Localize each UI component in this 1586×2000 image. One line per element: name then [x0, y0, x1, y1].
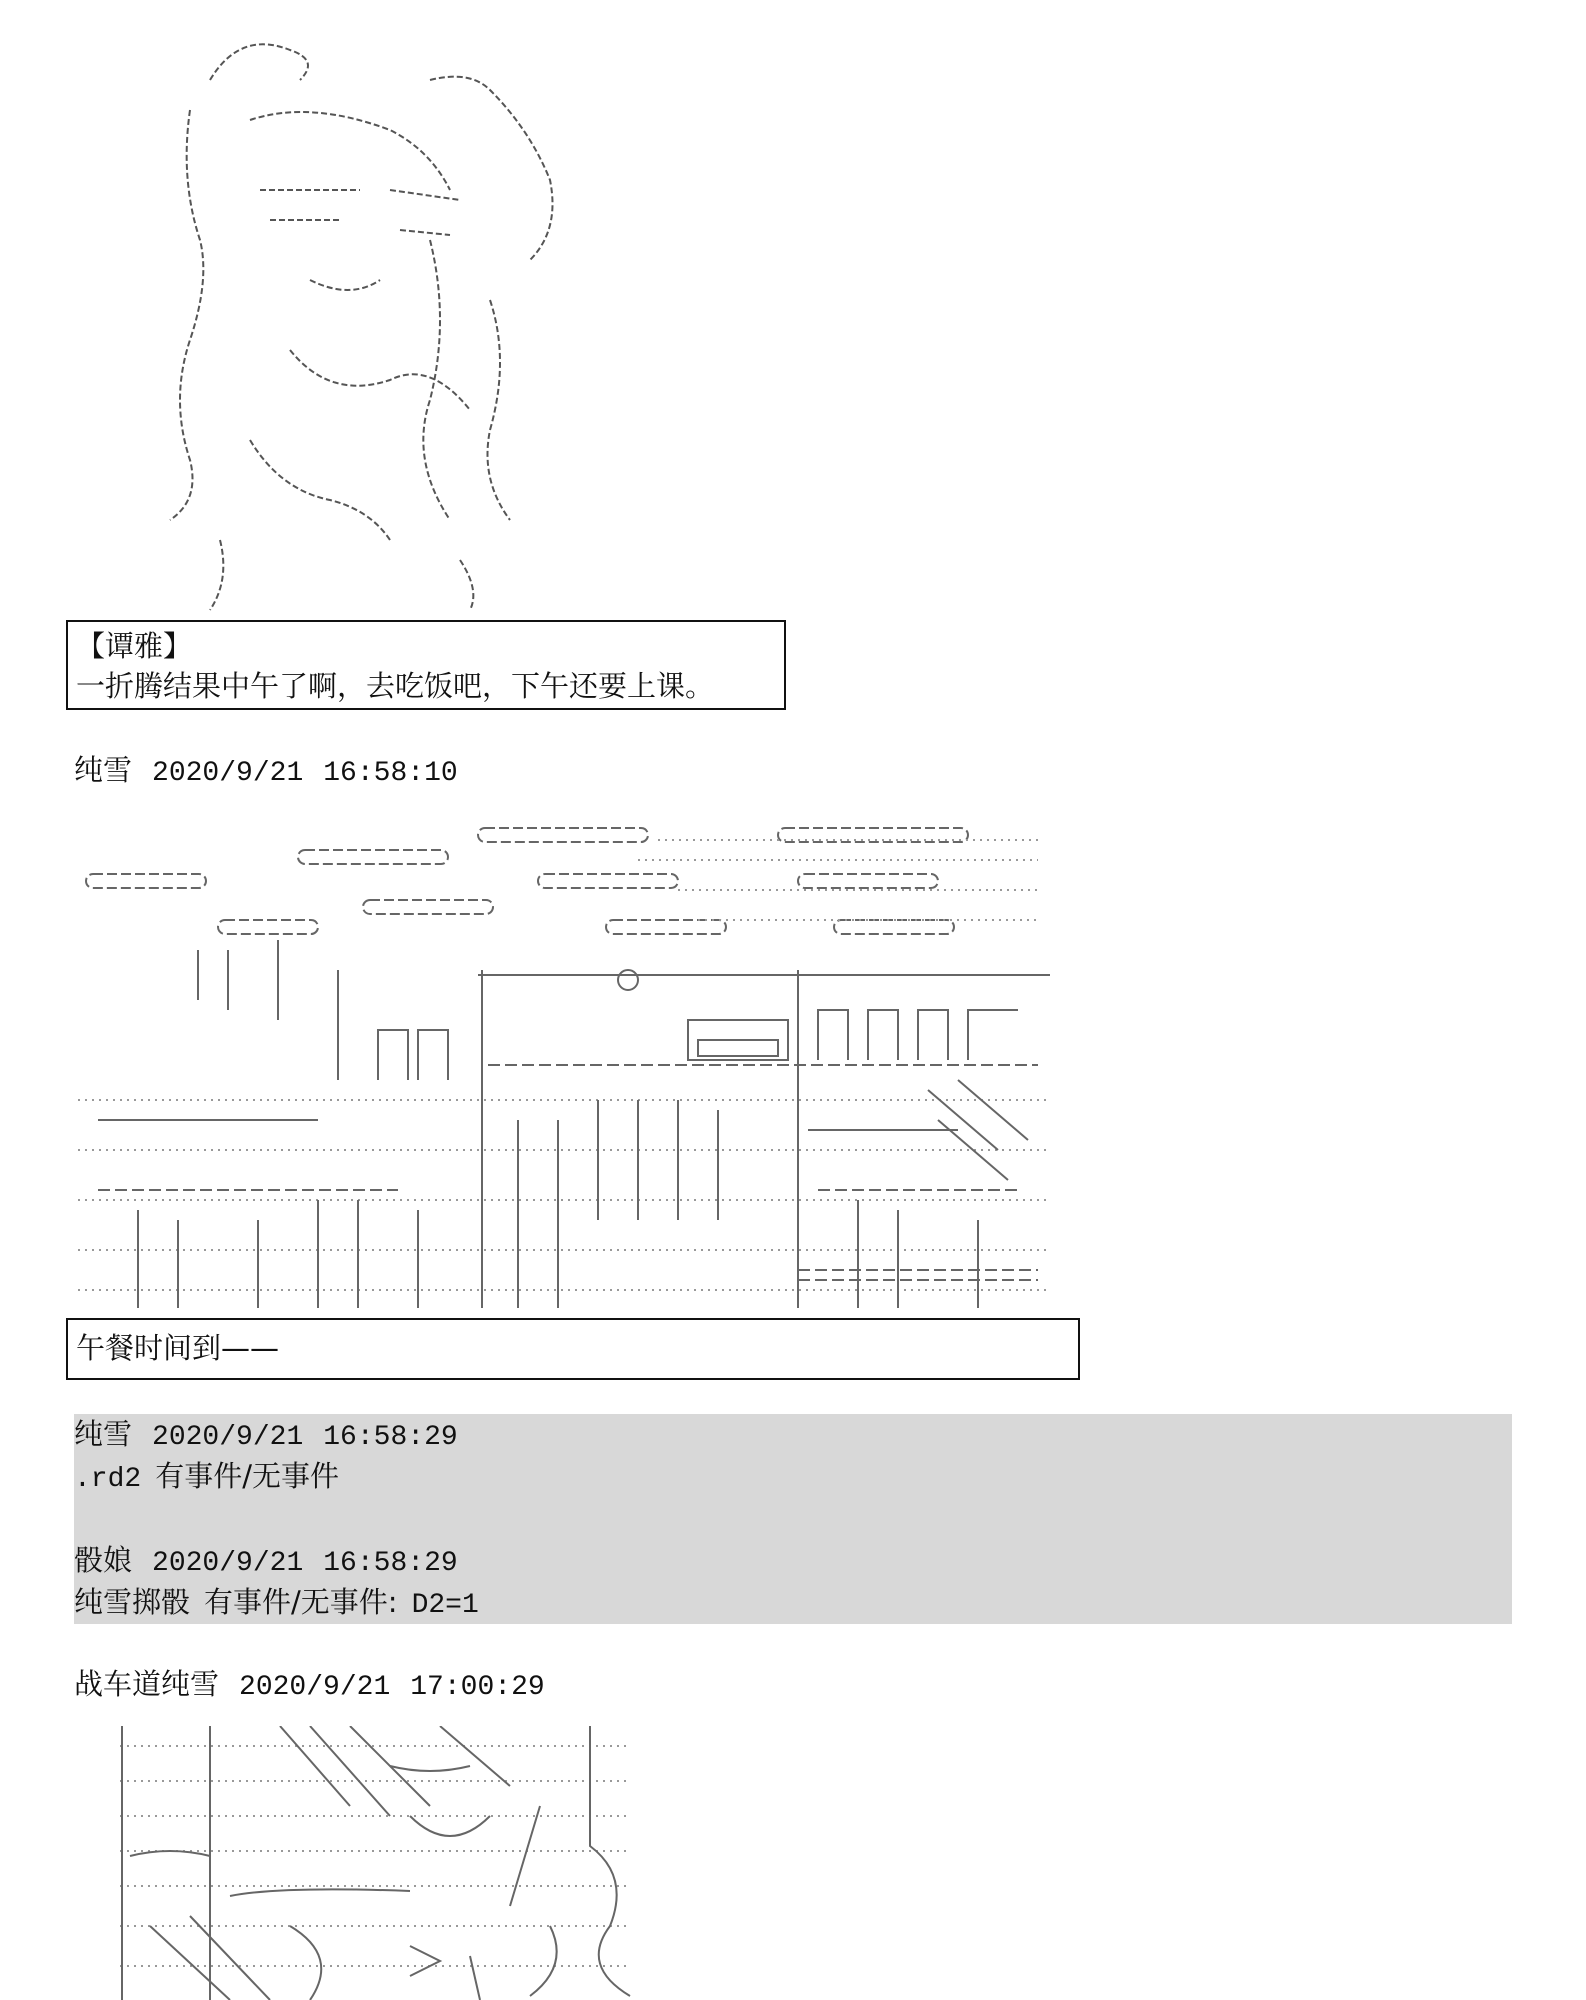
poster-name: 纯雪: [74, 1417, 133, 1451]
post-date: 2020/9/21: [152, 1548, 304, 1579]
post-time: 16:58:29: [323, 1548, 458, 1579]
post-date: 2020/9/21: [239, 1672, 391, 1703]
dice-result-prefix: 纯雪掷骰: [74, 1585, 191, 1619]
post-time: 16:58:10: [323, 758, 458, 789]
post-time: 17:00:29: [410, 1672, 545, 1703]
dice-result-line: [74, 1582, 479, 1626]
post-time: 16:58:29: [323, 1422, 458, 1453]
dice-command: .rd2: [74, 1464, 142, 1495]
dice-result-text: 有事件/无事件:: [204, 1585, 398, 1619]
dice-command-line: [74, 1456, 339, 1500]
poster-name: 纯雪: [74, 753, 133, 787]
dialogue-box-lunch: [66, 1318, 1080, 1380]
dialogue-text: 一折腾结果中午了啊，去吃饭吧，下午还要上课。: [76, 669, 715, 703]
poster-name: 战车道纯雪: [74, 1667, 220, 1701]
post-header-3: [74, 1540, 458, 1584]
post-header-4: [74, 1664, 545, 1708]
post-date: 2020/9/21: [152, 1422, 304, 1453]
ascii-art-scene-bottom: [110, 1726, 670, 2000]
dialogue-text: 午餐时间到——: [76, 1331, 280, 1365]
post-header-1: [74, 750, 458, 794]
post-header-2: [74, 1414, 458, 1458]
dialogue-box-tanya: [66, 620, 786, 710]
poster-name: 骰娘: [74, 1543, 133, 1577]
ascii-art-town-scene: [78, 820, 1050, 1308]
speaker-label: 【谭雅】: [76, 629, 193, 663]
dice-result-value: D2=1: [411, 1590, 479, 1621]
post-date: 2020/9/21: [152, 758, 304, 789]
ascii-art-girl: [130, 20, 590, 620]
dice-command-text: 有事件/无事件: [155, 1459, 339, 1493]
